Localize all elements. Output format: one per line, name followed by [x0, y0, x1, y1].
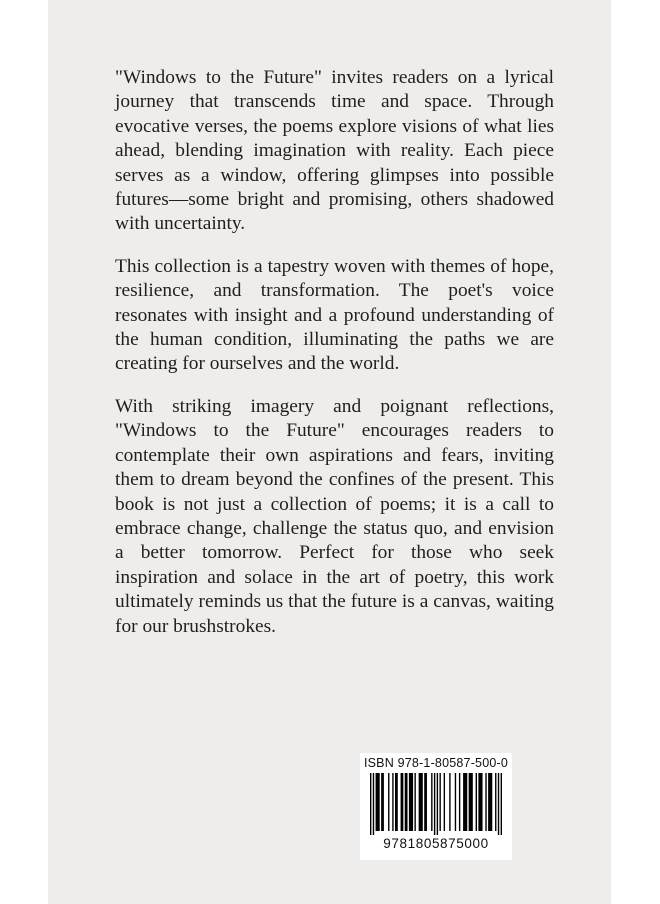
barcode-bar — [431, 773, 432, 831]
barcode-bar — [485, 773, 486, 831]
barcode-bar — [373, 773, 374, 835]
barcode-bar — [370, 773, 371, 835]
barcode-bar — [444, 773, 445, 831]
barcode-bar — [388, 773, 389, 831]
barcode-bar — [455, 773, 456, 831]
barcode-bar — [376, 773, 380, 831]
barcode-bar — [434, 773, 435, 835]
barcode-bar — [501, 773, 502, 835]
isbn-label: ISBN 978-1-80587-500-0 — [363, 756, 509, 770]
barcode-bar — [495, 773, 496, 831]
barcode-bar — [392, 773, 393, 831]
barcode-bar — [476, 773, 477, 831]
blurb-paragraph-3: With striking imagery and poignant reflections, "Windows to the Future" encourages readers to contemplate their own aspirations and fears, inviting them to dream beyond the confines of the present. This book is not just a collection of poems; it is a call to embrace change, challenge the status quo, and envision a better tomorrow. Perfect for those who seek inspiration and solace in the art of poetry, this work ultimately reminds us that the future is a canvas, waiting for our brushstrokes. — [115, 395, 554, 637]
barcode-bar — [463, 773, 467, 831]
blurb-paragraph-2: This collection is a tapestry woven with themes of hope, resilience, and transformation. The poet's voice resonates with insight and a profound understanding of the human condition, illuminating the paths we are creating for ourselves and the world. — [115, 255, 554, 375]
barcode-bar — [488, 773, 492, 831]
barcode-bar — [469, 773, 473, 831]
barcode-bar — [405, 773, 408, 831]
barcode-bar — [401, 773, 404, 831]
barcode-bars — [370, 773, 502, 835]
barcode-number: 9781805875000 — [383, 836, 489, 851]
barcode-bar — [498, 773, 499, 835]
barcode-bar — [395, 773, 398, 831]
barcode-bar — [437, 773, 438, 835]
barcode-bar — [424, 773, 427, 831]
back-cover-blurb — [115, 66, 554, 657]
barcode-bar — [414, 773, 415, 831]
blurb-paragraph-1: "Windows to the Future" invites readers on a lyrical journey that transcends time and space. Through evocative verses, the poems explore visions of what lies ahead, blending imagination with reality. Each piece serves as a window, offering glimpses into possible futures—some bright and promising, others shadowed with uncertainty. — [115, 67, 554, 235]
barcode-bar — [478, 773, 482, 831]
barcode-bar — [459, 773, 460, 831]
barcode-bar — [409, 773, 413, 831]
barcode-bar — [449, 773, 450, 831]
barcode-bar — [419, 773, 423, 831]
barcode-bar — [381, 773, 384, 831]
isbn-barcode-block — [360, 753, 512, 860]
barcode-bar — [439, 773, 440, 831]
